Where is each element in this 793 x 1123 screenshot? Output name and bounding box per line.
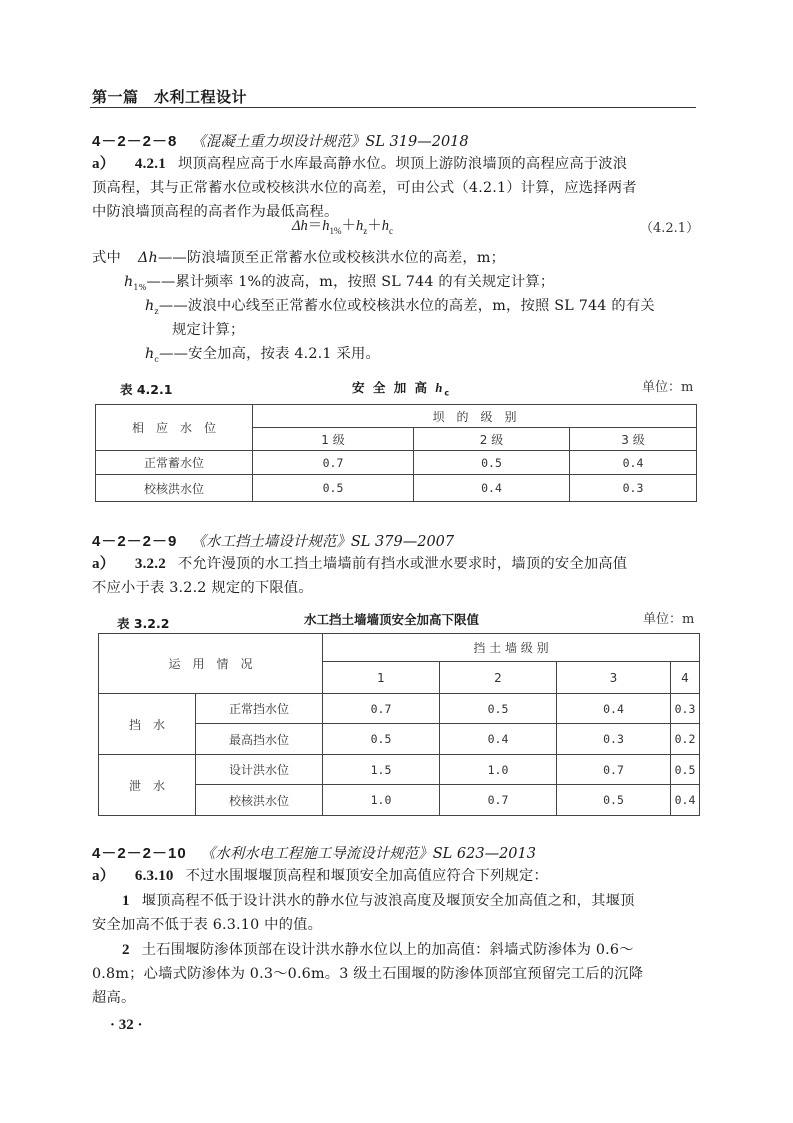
section-code: 4－2－2－10 bbox=[92, 845, 187, 862]
formula-term: h bbox=[356, 218, 364, 234]
paragraph-line: 顶高程，其与正常蓄水位或校核洪水位的高差，可由公式（4.2.1）计算，应选择两者 bbox=[92, 180, 637, 196]
cell: 1.0 bbox=[323, 785, 440, 816]
cell: 0.3 bbox=[570, 475, 697, 502]
cell: 0.5 bbox=[671, 755, 700, 785]
standard-title: 《水工挡土墙设计规范》SL 379—2007 bbox=[191, 534, 455, 550]
clause-prefix: a） bbox=[92, 868, 115, 884]
standard-title: 《混凝土重力坝设计规范》SL 319—2018 bbox=[191, 134, 469, 150]
running-header: 第一篇 水利工程设计 bbox=[92, 88, 248, 106]
row-header: 相 应 水 位 bbox=[96, 405, 253, 451]
definition-line bbox=[145, 342, 380, 372]
row-label: 最高挡水位 bbox=[196, 724, 323, 755]
clause-line bbox=[92, 864, 548, 889]
formula-eq: ＝ bbox=[307, 218, 323, 234]
formula-lhs: Δh bbox=[292, 218, 308, 234]
retaining-wall-table bbox=[98, 633, 700, 816]
clause-prefix: a） bbox=[92, 156, 115, 172]
def-text: ——累计频率 1%的波高，m，按照 SL 744 的有关规定计算； bbox=[146, 274, 555, 290]
section-heading bbox=[92, 530, 454, 551]
standard-title: 《水利水电工程施工导流设计规范》SL 623—2013 bbox=[200, 846, 536, 862]
definition-line bbox=[138, 246, 505, 271]
paragraph-line: 不应小于表 3.2.2 规定的下限值。 bbox=[92, 580, 313, 596]
clause-number: 4.2.1 bbox=[134, 156, 166, 172]
table-title-sub: c bbox=[444, 388, 452, 398]
row-header: 运 用 情 况 bbox=[99, 634, 323, 694]
clause-line bbox=[92, 152, 627, 177]
cell: 0.7 bbox=[323, 694, 440, 724]
formula-term: h bbox=[381, 218, 390, 234]
row-label: 校核洪水位 bbox=[96, 475, 253, 502]
group-header: 挡 土 墙 级 别 bbox=[323, 634, 700, 662]
cell: 1.5 bbox=[323, 755, 440, 785]
row-label: 正常蓄水位 bbox=[96, 451, 253, 475]
formula-term: h bbox=[322, 218, 330, 234]
def-symbol: h bbox=[145, 346, 155, 362]
paragraph-line: 安全加高不低于表 6.3.10 中的值。 bbox=[92, 917, 323, 933]
column-header: 1 级 bbox=[253, 428, 414, 451]
list-item bbox=[122, 938, 634, 963]
column-header: 2 级 bbox=[414, 428, 570, 451]
paragraph-line: 超高。 bbox=[92, 990, 136, 1006]
table-title: 水工挡土墙墙顶安全加高下限值 bbox=[304, 612, 480, 627]
clause-prefix: a） bbox=[92, 556, 115, 572]
where-label: 式中 bbox=[92, 250, 121, 266]
item-number: 2 bbox=[122, 942, 130, 958]
section-code: 4－2－2－8 bbox=[92, 133, 178, 150]
column-header: 4 bbox=[671, 662, 700, 694]
def-symbol: h bbox=[124, 274, 134, 290]
cell: 0.5 bbox=[557, 785, 671, 816]
cell: 0.7 bbox=[557, 755, 671, 785]
section-heading bbox=[92, 842, 536, 863]
cell: 0.2 bbox=[671, 724, 700, 755]
paragraph-line: 中防浪墙顶高程的高者作为最低高程。 bbox=[92, 204, 339, 220]
formula-sub: z bbox=[363, 225, 368, 236]
safety-height-table bbox=[95, 404, 697, 502]
cell: 0.4 bbox=[414, 475, 570, 502]
def-text: ——安全加高，按表 4.2.1 采用。 bbox=[159, 346, 380, 362]
clause-text: 不允许漫顶的水工挡土墙墙前有挡水或泄水要求时，墙顶的安全加高值 bbox=[177, 556, 628, 572]
cell: 0.4 bbox=[570, 451, 697, 475]
group-label: 挡 水 bbox=[99, 694, 196, 755]
column-header: 2 bbox=[440, 662, 557, 694]
column-header: 1 bbox=[323, 662, 440, 694]
cell: 0.5 bbox=[323, 724, 440, 755]
table-label: 表 4.2.1 bbox=[120, 382, 173, 397]
table-title-symbol: h bbox=[435, 381, 445, 395]
table-unit: 单位：m bbox=[643, 612, 695, 627]
cell: 0.5 bbox=[414, 451, 570, 475]
table-title-text: 安 全 加 高 bbox=[352, 380, 430, 395]
table-title bbox=[352, 378, 451, 398]
table-unit: 单位：m bbox=[642, 380, 694, 395]
def-sub: 1% bbox=[133, 282, 147, 292]
clause-line bbox=[92, 552, 627, 577]
equation-number: （4.2.1） bbox=[640, 221, 700, 236]
table-label: 表 3.2.2 bbox=[117, 616, 170, 631]
cell: 0.7 bbox=[253, 451, 414, 475]
definition-line: 规定计算； bbox=[172, 322, 245, 338]
header-rule bbox=[90, 107, 696, 108]
def-symbol: h bbox=[145, 298, 155, 314]
clause-number: 3.2.2 bbox=[134, 556, 166, 572]
cell: 1.0 bbox=[440, 755, 557, 785]
item-text: 堰顶高程不低于设计洪水的静水位与波浪高度及堰顶安全加高值之和，其堰顶 bbox=[141, 893, 635, 909]
clause-text: 坝顶高程应高于水库最高静水位。坝顶上游防浪墙顶的高程应高于波浪 bbox=[177, 156, 628, 172]
formula-sub: 1% bbox=[329, 225, 342, 236]
section-heading bbox=[92, 130, 469, 151]
column-header: 3 级 bbox=[570, 428, 697, 451]
group-header: 坝 的 级 别 bbox=[253, 405, 697, 428]
cell: 0.7 bbox=[440, 785, 557, 816]
cell: 0.5 bbox=[440, 694, 557, 724]
def-text: ——波浪中心线至正常蓄水位或校核洪水位的高差，m，按照 SL 744 的有关 bbox=[158, 298, 655, 314]
table-row bbox=[99, 755, 700, 785]
row-label: 正常挡水位 bbox=[196, 694, 323, 724]
clause-number: 6.3.10 bbox=[134, 868, 174, 884]
paragraph-line: 0.8m；心墙式防渗体为 0.3～0.6m。3 级土石围堰的防渗体顶部宜预留完工后的沉降 bbox=[92, 966, 644, 982]
formula-plus: ＋ bbox=[367, 218, 382, 234]
row-label: 校核洪水位 bbox=[196, 785, 323, 816]
cell: 0.5 bbox=[253, 475, 414, 502]
def-sub: z bbox=[154, 306, 159, 316]
page-number: · 32 · bbox=[110, 1017, 143, 1033]
formula-plus: ＋ bbox=[341, 218, 357, 234]
clause-text: 不过水围堰堰顶高程和堰顶安全加高值应符合下列规定： bbox=[185, 868, 549, 884]
table-row bbox=[99, 694, 700, 724]
def-sub: c bbox=[154, 354, 160, 364]
formula bbox=[292, 214, 393, 236]
cell: 0.4 bbox=[671, 785, 700, 816]
table-row bbox=[96, 475, 697, 502]
row-label: 设计洪水位 bbox=[196, 755, 323, 785]
item-text: 土石围堰防渗体顶部在设计洪水静水位以上的加高值：斜墙式防渗体为 0.6～ bbox=[141, 942, 634, 958]
column-header: 3 bbox=[557, 662, 671, 694]
formula-sub: c bbox=[389, 225, 394, 236]
item-number: 1 bbox=[122, 893, 130, 909]
cell: 0.3 bbox=[671, 694, 700, 724]
def-symbol: Δh bbox=[138, 250, 158, 266]
cell: 0.4 bbox=[440, 724, 557, 755]
section-code: 4－2－2－9 bbox=[92, 533, 178, 550]
group-label: 泄 水 bbox=[99, 755, 196, 816]
list-item bbox=[122, 889, 635, 914]
cell: 0.4 bbox=[557, 694, 671, 724]
def-text: ——防浪墙顶至正常蓄水位或校核洪水位的高差，m； bbox=[157, 250, 506, 266]
cell: 0.3 bbox=[557, 724, 671, 755]
table-row bbox=[96, 451, 697, 475]
